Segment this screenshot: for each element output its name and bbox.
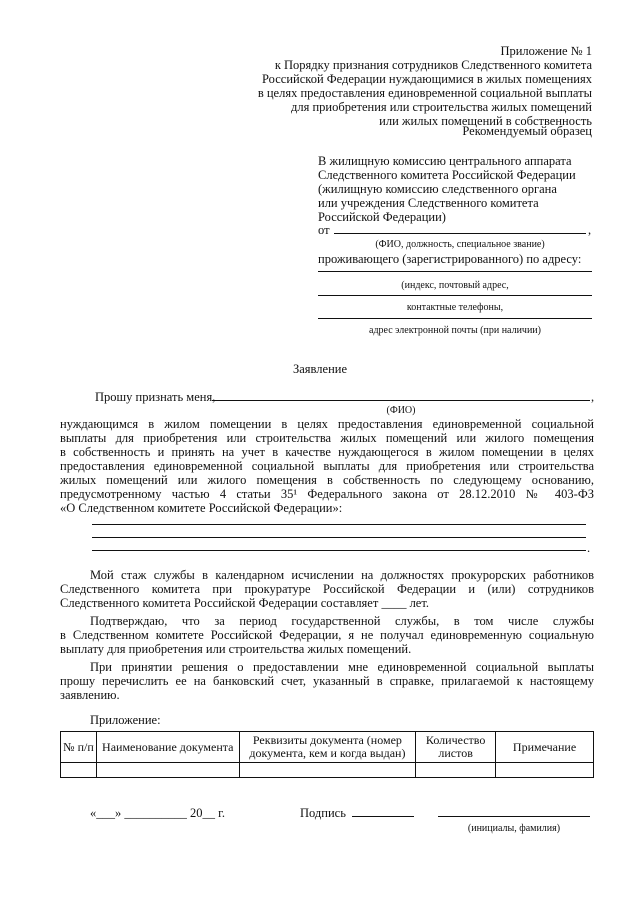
appendix-line: в целях предоставления единовременной социальной выплаты [257, 86, 592, 100]
appendix-number: Приложение № 1 [500, 44, 592, 58]
index-caption: (индекс, почтовый адрес, [401, 280, 509, 291]
fio-caption: (ФИО, должность, специальное звание) [375, 239, 545, 250]
signature-label: Подпись [300, 806, 346, 820]
address-fill-line[interactable] [318, 271, 592, 272]
addressee-line: В жилищную комиссию центрального аппарата [318, 154, 572, 168]
addressee-line: Российской Федерации) [318, 210, 446, 224]
service-line: Следственного комитета Российской Федерации составляет ____ лет. [60, 596, 430, 610]
appendix-line: или жилых помещений в собственность [379, 114, 592, 128]
table-cell[interactable] [61, 763, 97, 778]
request-lead: Прошу признать меня, [95, 390, 216, 404]
appendix-header [240, 44, 592, 128]
signature-fill-line[interactable] [352, 816, 414, 817]
addressee-line: (жилищную комиссию следственного органа [318, 182, 557, 196]
attachment-table [60, 731, 594, 778]
service-paragraph [60, 568, 594, 610]
appendix-line: для приобретения или строительства жилых помещений [291, 100, 592, 114]
col-note: Примечание [496, 732, 594, 763]
col-doc-name: Наименование документа [96, 732, 239, 763]
attachment-label: Приложение: [90, 713, 161, 727]
body-line: в собственность и принять на учет в качестве нуждающегося в жилом помещении в целях [60, 445, 594, 459]
request-fio-fill-line[interactable] [212, 400, 590, 401]
confirm-line: в Следственном комитете Российской Федерации, я не получал единовременную социальную [60, 628, 594, 642]
service-line: Следственного комитета при прокуратуре Российской Федерации и (или) сотрудников [60, 582, 594, 596]
table-cell[interactable] [416, 763, 496, 778]
confirm-paragraph [60, 614, 594, 656]
email-fill-line[interactable] [318, 318, 592, 319]
table-cell[interactable] [96, 763, 239, 778]
document-title: Заявление [292, 362, 347, 376]
basis-fill-line-1[interactable] [92, 524, 586, 525]
col-doc-details: Реквизиты документа (номер документа, кем и когда выдан) [239, 732, 416, 763]
from-fill-line[interactable] [334, 233, 586, 234]
period: . [587, 541, 591, 555]
residing-label: проживающего (зарегистрированного) по адресу: [318, 252, 582, 266]
addressee-line: или учреждения Следственного комитета [318, 196, 539, 210]
date-field[interactable]: «___» __________ 20__ г. [90, 806, 225, 820]
body-line: «О Следственном комитете Российской Федерации»: [60, 501, 343, 515]
service-line: Мой стаж службы в календарном исчислении на должностях прокурорских работников [90, 568, 594, 582]
request-body [60, 417, 594, 515]
appendix-line: к Порядку признания сотрудников Следственного комитета [274, 58, 592, 72]
body-line: предоставления единовременной социальной выплаты для приобретения или строительства [60, 459, 594, 473]
appendix-line: Российской Федерации нуждающимися в жилых помещениях [262, 72, 592, 86]
bank-line: заявлению. [60, 688, 120, 702]
bank-line: При принятии решения о предоставлении мне единовременной социальной выплаты [90, 660, 594, 674]
phones-caption: контактные телефоны, [406, 302, 504, 313]
col-number: № п/п [61, 732, 97, 763]
table-header-row [61, 732, 594, 763]
body-line: нуждающимся в жилом помещении в целях предоставления единовременной социальной [60, 417, 594, 431]
confirm-line: Подтверждаю, что за период государственной службы, в том числе службы [90, 614, 594, 628]
addressee-line: Следственного комитета Российской Федерации [318, 168, 576, 182]
basis-fill-line-2[interactable] [92, 537, 586, 538]
col-sheets: Количество листов [416, 732, 496, 763]
addressee-block [318, 154, 598, 224]
bank-line: прошу перечислить ее на банковский счет, указанный в справке, прилагаемой к настоящему [60, 674, 594, 688]
basis-fill-line-3[interactable] [92, 550, 586, 551]
from-label: от [318, 223, 330, 237]
confirm-line: выплату для приобретения или строительства жилых помещений. [60, 642, 412, 656]
phones-fill-line[interactable] [318, 295, 592, 296]
initials-caption: (инициалы, фамилия) [467, 823, 561, 834]
email-caption: адрес электронной почты (при наличии) [369, 325, 541, 336]
sample-label: Рекомендуемый образец [462, 124, 592, 138]
initials-fill-line[interactable] [438, 816, 590, 817]
bank-paragraph [60, 660, 594, 702]
comma: , [591, 390, 595, 404]
table-cell[interactable] [239, 763, 416, 778]
body-line: выплаты для приобретения или строительства жилых помещений или жилого помещения [60, 431, 594, 445]
comma: , [588, 223, 592, 237]
body-line: жилых помещений или жилого помещения в собственность по следующему основанию, [60, 473, 594, 487]
request-fio-caption: (ФИО) [386, 405, 416, 416]
table-row[interactable] [61, 763, 594, 778]
table-cell[interactable] [496, 763, 594, 778]
body-line: предусмотренному частью 4 статьи 35¹ Федерального закона от 28.12.2010 № 403-ФЗ [60, 487, 594, 501]
